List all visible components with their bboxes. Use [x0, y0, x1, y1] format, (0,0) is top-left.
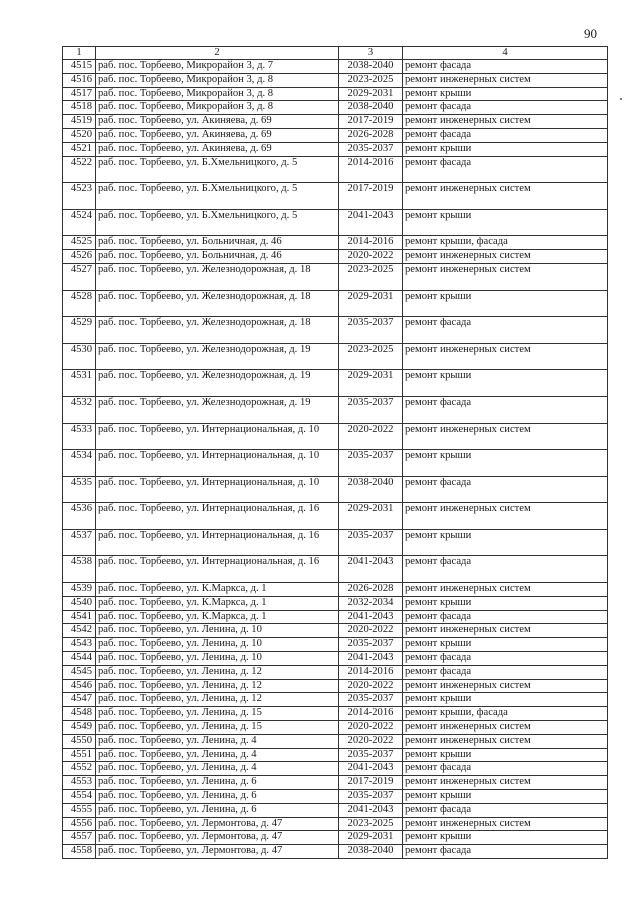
row-number-cell: 4517: [63, 87, 96, 101]
period-cell: 2035-2037: [339, 748, 403, 762]
table-row: [63, 142, 608, 156]
work-type-cell: ремонт инженерных систем: [403, 734, 608, 748]
table-row: [63, 343, 608, 370]
work-type-cell: ремонт крыши: [403, 142, 608, 156]
work-type-cell: ремонт фасада: [403, 803, 608, 817]
address-cell: раб. пос. Торбеево, ул. Ленина, д. 6: [96, 790, 339, 804]
column-header-period: 3: [339, 47, 403, 60]
table-row: [63, 638, 608, 652]
row-number-cell: 4520: [63, 128, 96, 142]
table-row: [63, 423, 608, 450]
margin-mark: [620, 98, 622, 100]
table-row: [63, 583, 608, 597]
period-cell: 2023-2025: [339, 73, 403, 87]
address-cell: раб. пос. Торбеево, ул. Ленина, д. 15: [96, 721, 339, 735]
work-type-cell: ремонт крыши: [403, 596, 608, 610]
period-cell: 2014-2016: [339, 665, 403, 679]
work-type-cell: ремонт фасада: [403, 476, 608, 503]
table-row: [63, 679, 608, 693]
row-number-cell: 4521: [63, 142, 96, 156]
address-cell: раб. пос. Торбеево, ул. Ленина, д. 12: [96, 679, 339, 693]
work-type-cell: ремонт крыши: [403, 790, 608, 804]
column-header-work-type: 4: [403, 47, 608, 60]
address-cell: раб. пос. Торбеево, ул. Лермонтова, д. 47: [96, 817, 339, 831]
period-cell: 2029-2031: [339, 503, 403, 530]
work-type-cell: ремонт инженерных систем: [403, 776, 608, 790]
period-cell: 2041-2043: [339, 803, 403, 817]
row-number-cell: 4551: [63, 748, 96, 762]
work-type-cell: ремонт фасада: [403, 128, 608, 142]
work-type-cell: ремонт инженерных систем: [403, 679, 608, 693]
row-number-cell: 4553: [63, 776, 96, 790]
period-cell: 2017-2019: [339, 115, 403, 129]
address-cell: раб. пос. Торбеево, ул. Железнодорожная, д. 18: [96, 290, 339, 317]
table-header-row: [63, 47, 608, 60]
address-cell: раб. пос. Торбеево, ул. Б.Хмельницкого, д. 5: [96, 156, 339, 183]
address-cell: раб. пос. Торбеево, ул. Ленина, д. 10: [96, 624, 339, 638]
work-type-cell: ремонт инженерных систем: [403, 817, 608, 831]
period-cell: 2017-2019: [339, 776, 403, 790]
work-type-cell: ремонт инженерных систем: [403, 115, 608, 129]
work-type-cell: ремонт инженерных систем: [403, 583, 608, 597]
period-cell: 2041-2043: [339, 652, 403, 666]
row-number-cell: 4532: [63, 396, 96, 423]
row-number-cell: 4545: [63, 665, 96, 679]
row-number-cell: 4550: [63, 734, 96, 748]
address-cell: раб. пос. Торбеево, ул. Ленина, д. 4: [96, 762, 339, 776]
period-cell: 2035-2037: [339, 317, 403, 344]
table-row: [63, 370, 608, 397]
table-row: [63, 762, 608, 776]
row-number-cell: 4524: [63, 209, 96, 236]
period-cell: 2035-2037: [339, 693, 403, 707]
work-type-cell: ремонт фасада: [403, 762, 608, 776]
table-row: [63, 263, 608, 290]
repair-schedule-table: [62, 46, 608, 859]
table-row: [63, 73, 608, 87]
table-row: [63, 529, 608, 556]
row-number-cell: 4516: [63, 73, 96, 87]
row-number-cell: 4528: [63, 290, 96, 317]
row-number-cell: 4546: [63, 679, 96, 693]
table-row: [63, 115, 608, 129]
table-row: [63, 101, 608, 115]
table-row: [63, 652, 608, 666]
row-number-cell: 4556: [63, 817, 96, 831]
table-row: [63, 817, 608, 831]
row-number-cell: 4549: [63, 721, 96, 735]
period-cell: 2041-2043: [339, 556, 403, 583]
address-cell: раб. пос. Торбеево, ул. Ленина, д. 12: [96, 693, 339, 707]
period-cell: 2041-2043: [339, 209, 403, 236]
work-type-cell: ремонт фасада: [403, 665, 608, 679]
period-cell: 2020-2022: [339, 250, 403, 264]
table-row: [63, 803, 608, 817]
work-type-cell: ремонт инженерных систем: [403, 250, 608, 264]
period-cell: 2041-2043: [339, 610, 403, 624]
row-number-cell: 4542: [63, 624, 96, 638]
row-number-cell: 4526: [63, 250, 96, 264]
period-cell: 2032-2034: [339, 596, 403, 610]
table-row: [63, 610, 608, 624]
row-number-cell: 4538: [63, 556, 96, 583]
table-row: [63, 290, 608, 317]
address-cell: раб. пос. Торбеево, ул. Интернациональная, д. 16: [96, 529, 339, 556]
work-type-cell: ремонт инженерных систем: [403, 343, 608, 370]
work-type-cell: ремонт фасада: [403, 101, 608, 115]
period-cell: 2041-2043: [339, 762, 403, 776]
address-cell: раб. пос. Торбеево, Микрорайон 3, д. 8: [96, 73, 339, 87]
work-type-cell: ремонт фасада: [403, 845, 608, 859]
table-row: [63, 156, 608, 183]
work-type-cell: ремонт крыши: [403, 87, 608, 101]
table-row: [63, 503, 608, 530]
address-cell: раб. пос. Торбеево, ул. Акиняева, д. 69: [96, 115, 339, 129]
row-number-cell: 4522: [63, 156, 96, 183]
row-number-cell: 4523: [63, 183, 96, 210]
table-row: [63, 450, 608, 477]
address-cell: раб. пос. Торбеево, Микрорайон 3, д. 8: [96, 101, 339, 115]
address-cell: раб. пос. Торбеево, Микрорайон 3, д. 8: [96, 87, 339, 101]
period-cell: 2014-2016: [339, 156, 403, 183]
row-number-cell: 4544: [63, 652, 96, 666]
period-cell: 2026-2028: [339, 128, 403, 142]
address-cell: раб. пос. Торбеево, ул. Железнодорожная, д. 19: [96, 343, 339, 370]
row-number-cell: 4535: [63, 476, 96, 503]
address-cell: раб. пос. Торбеево, ул. Ленина, д. 15: [96, 707, 339, 721]
table-row: [63, 693, 608, 707]
work-type-cell: ремонт инженерных систем: [403, 73, 608, 87]
work-type-cell: ремонт фасада: [403, 652, 608, 666]
address-cell: раб. пос. Торбеево, ул. Акиняева, д. 69: [96, 128, 339, 142]
period-cell: 2038-2040: [339, 845, 403, 859]
row-number-cell: 4552: [63, 762, 96, 776]
table-row: [63, 183, 608, 210]
period-cell: 2038-2040: [339, 476, 403, 503]
address-cell: раб. пос. Торбеево, ул. Железнодорожная, д. 18: [96, 263, 339, 290]
address-cell: раб. пос. Торбеево, ул. Интернациональная, д. 10: [96, 423, 339, 450]
row-number-cell: 4531: [63, 370, 96, 397]
work-type-cell: ремонт фасада: [403, 60, 608, 74]
address-cell: раб. пос. Торбеево, ул. К.Маркса, д. 1: [96, 596, 339, 610]
work-type-cell: ремонт фасада: [403, 396, 608, 423]
period-cell: 2035-2037: [339, 529, 403, 556]
row-number-cell: 4540: [63, 596, 96, 610]
address-cell: раб. пос. Торбеево, ул. К.Маркса, д. 1: [96, 583, 339, 597]
work-type-cell: ремонт инженерных систем: [403, 503, 608, 530]
address-cell: раб. пос. Торбеево, ул. Ленина, д. 4: [96, 748, 339, 762]
period-cell: 2035-2037: [339, 638, 403, 652]
row-number-cell: 4533: [63, 423, 96, 450]
period-cell: 2029-2031: [339, 290, 403, 317]
work-type-cell: ремонт крыши: [403, 450, 608, 477]
row-number-cell: 4547: [63, 693, 96, 707]
row-number-cell: 4527: [63, 263, 96, 290]
address-cell: раб. пос. Торбеево, ул. Железнодорожная, д. 19: [96, 396, 339, 423]
period-cell: 2026-2028: [339, 583, 403, 597]
address-cell: раб. пос. Торбеево, ул. Б.Хмельницкого, д. 5: [96, 209, 339, 236]
address-cell: раб. пос. Торбеево, ул. Интернациональная, д. 10: [96, 476, 339, 503]
work-type-cell: ремонт крыши: [403, 290, 608, 317]
address-cell: раб. пос. Торбеево, ул. Больничная, д. 46: [96, 236, 339, 250]
address-cell: раб. пос. Торбеево, ул. Интернациональная, д. 16: [96, 503, 339, 530]
period-cell: 2020-2022: [339, 423, 403, 450]
period-cell: 2020-2022: [339, 679, 403, 693]
work-type-cell: ремонт инженерных систем: [403, 624, 608, 638]
work-type-cell: ремонт фасада: [403, 610, 608, 624]
work-type-cell: ремонт крыши: [403, 831, 608, 845]
row-number-cell: 4536: [63, 503, 96, 530]
period-cell: 2023-2025: [339, 817, 403, 831]
table-row: [63, 776, 608, 790]
table-row: [63, 721, 608, 735]
address-cell: раб. пос. Торбеево, ул. Больничная, д. 46: [96, 250, 339, 264]
period-cell: 2035-2037: [339, 396, 403, 423]
work-type-cell: ремонт крыши: [403, 693, 608, 707]
period-cell: 2023-2025: [339, 263, 403, 290]
row-number-cell: 4543: [63, 638, 96, 652]
work-type-cell: ремонт крыши: [403, 748, 608, 762]
table-row: [63, 476, 608, 503]
table-row: [63, 845, 608, 859]
address-cell: раб. пос. Торбеево, ул. Интернациональная, д. 10: [96, 450, 339, 477]
row-number-cell: 4525: [63, 236, 96, 250]
period-cell: 2029-2031: [339, 831, 403, 845]
row-number-cell: 4548: [63, 707, 96, 721]
period-cell: 2035-2037: [339, 450, 403, 477]
table-row: [63, 236, 608, 250]
period-cell: 2017-2019: [339, 183, 403, 210]
row-number-cell: 4515: [63, 60, 96, 74]
address-cell: раб. пос. Торбеево, ул. Железнодорожная, д. 19: [96, 370, 339, 397]
period-cell: 2014-2016: [339, 236, 403, 250]
table-row: [63, 596, 608, 610]
row-number-cell: 4555: [63, 803, 96, 817]
column-header-number: 1: [63, 47, 96, 60]
work-type-cell: ремонт инженерных систем: [403, 721, 608, 735]
work-type-cell: ремонт инженерных систем: [403, 263, 608, 290]
period-cell: 2038-2040: [339, 60, 403, 74]
row-number-cell: 4529: [63, 317, 96, 344]
row-number-cell: 4534: [63, 450, 96, 477]
table-row: [63, 60, 608, 74]
address-cell: раб. пос. Торбеево, ул. К.Маркса, д. 1: [96, 610, 339, 624]
address-cell: раб. пос. Торбеево, ул. Ленина, д. 6: [96, 803, 339, 817]
row-number-cell: 4519: [63, 115, 96, 129]
address-cell: раб. пос. Торбеево, ул. Интернациональная, д. 16: [96, 556, 339, 583]
period-cell: 2020-2022: [339, 734, 403, 748]
table-row: [63, 128, 608, 142]
table-row: [63, 734, 608, 748]
work-type-cell: ремонт фасада: [403, 156, 608, 183]
period-cell: 2035-2037: [339, 142, 403, 156]
period-cell: 2029-2031: [339, 370, 403, 397]
period-cell: 2038-2040: [339, 101, 403, 115]
page-number: 90: [584, 26, 597, 41]
address-cell: раб. пос. Торбеево, ул. Лермонтова, д. 47: [96, 831, 339, 845]
address-cell: раб. пос. Торбеево, ул. Железнодорожная, д. 18: [96, 317, 339, 344]
table-row: [63, 790, 608, 804]
table-row: [63, 396, 608, 423]
address-cell: раб. пос. Торбеево, ул. Акиняева, д. 69: [96, 142, 339, 156]
row-number-cell: 4537: [63, 529, 96, 556]
work-type-cell: ремонт крыши: [403, 638, 608, 652]
address-cell: раб. пос. Торбеево, ул. Ленина, д. 10: [96, 638, 339, 652]
table-row: [63, 317, 608, 344]
address-cell: раб. пос. Торбеево, ул. Ленина, д. 6: [96, 776, 339, 790]
address-cell: раб. пос. Торбеево, ул. Ленина, д. 12: [96, 665, 339, 679]
address-cell: раб. пос. Торбеево, ул. Ленина, д. 10: [96, 652, 339, 666]
table-row: [63, 250, 608, 264]
work-type-cell: ремонт крыши: [403, 529, 608, 556]
row-number-cell: 4530: [63, 343, 96, 370]
period-cell: 2023-2025: [339, 343, 403, 370]
row-number-cell: 4557: [63, 831, 96, 845]
work-type-cell: ремонт инженерных систем: [403, 183, 608, 210]
table-row: [63, 87, 608, 101]
row-number-cell: 4558: [63, 845, 96, 859]
table-row: [63, 556, 608, 583]
work-type-cell: ремонт инженерных систем: [403, 423, 608, 450]
period-cell: 2020-2022: [339, 721, 403, 735]
period-cell: 2029-2031: [339, 87, 403, 101]
period-cell: 2035-2037: [339, 790, 403, 804]
period-cell: 2020-2022: [339, 624, 403, 638]
address-cell: раб. пос. Торбеево, ул. Б.Хмельницкого, д. 5: [96, 183, 339, 210]
column-header-address: 2: [96, 47, 339, 60]
address-cell: раб. пос. Торбеево, ул. Ленина, д. 4: [96, 734, 339, 748]
row-number-cell: 4554: [63, 790, 96, 804]
table-row: [63, 209, 608, 236]
table-row: [63, 665, 608, 679]
period-cell: 2014-2016: [339, 707, 403, 721]
table-row: [63, 831, 608, 845]
row-number-cell: 4518: [63, 101, 96, 115]
address-cell: раб. пос. Торбеево, ул. Лермонтова, д. 47: [96, 845, 339, 859]
work-type-cell: ремонт крыши, фасада: [403, 236, 608, 250]
address-cell: раб. пос. Торбеево, Микрорайон 3, д. 7: [96, 60, 339, 74]
work-type-cell: ремонт крыши, фасада: [403, 707, 608, 721]
work-type-cell: ремонт крыши: [403, 370, 608, 397]
table-row: [63, 624, 608, 638]
work-type-cell: ремонт фасада: [403, 556, 608, 583]
row-number-cell: 4539: [63, 583, 96, 597]
row-number-cell: 4541: [63, 610, 96, 624]
table-row: [63, 748, 608, 762]
table-row: [63, 707, 608, 721]
work-type-cell: ремонт фасада: [403, 317, 608, 344]
work-type-cell: ремонт крыши: [403, 209, 608, 236]
